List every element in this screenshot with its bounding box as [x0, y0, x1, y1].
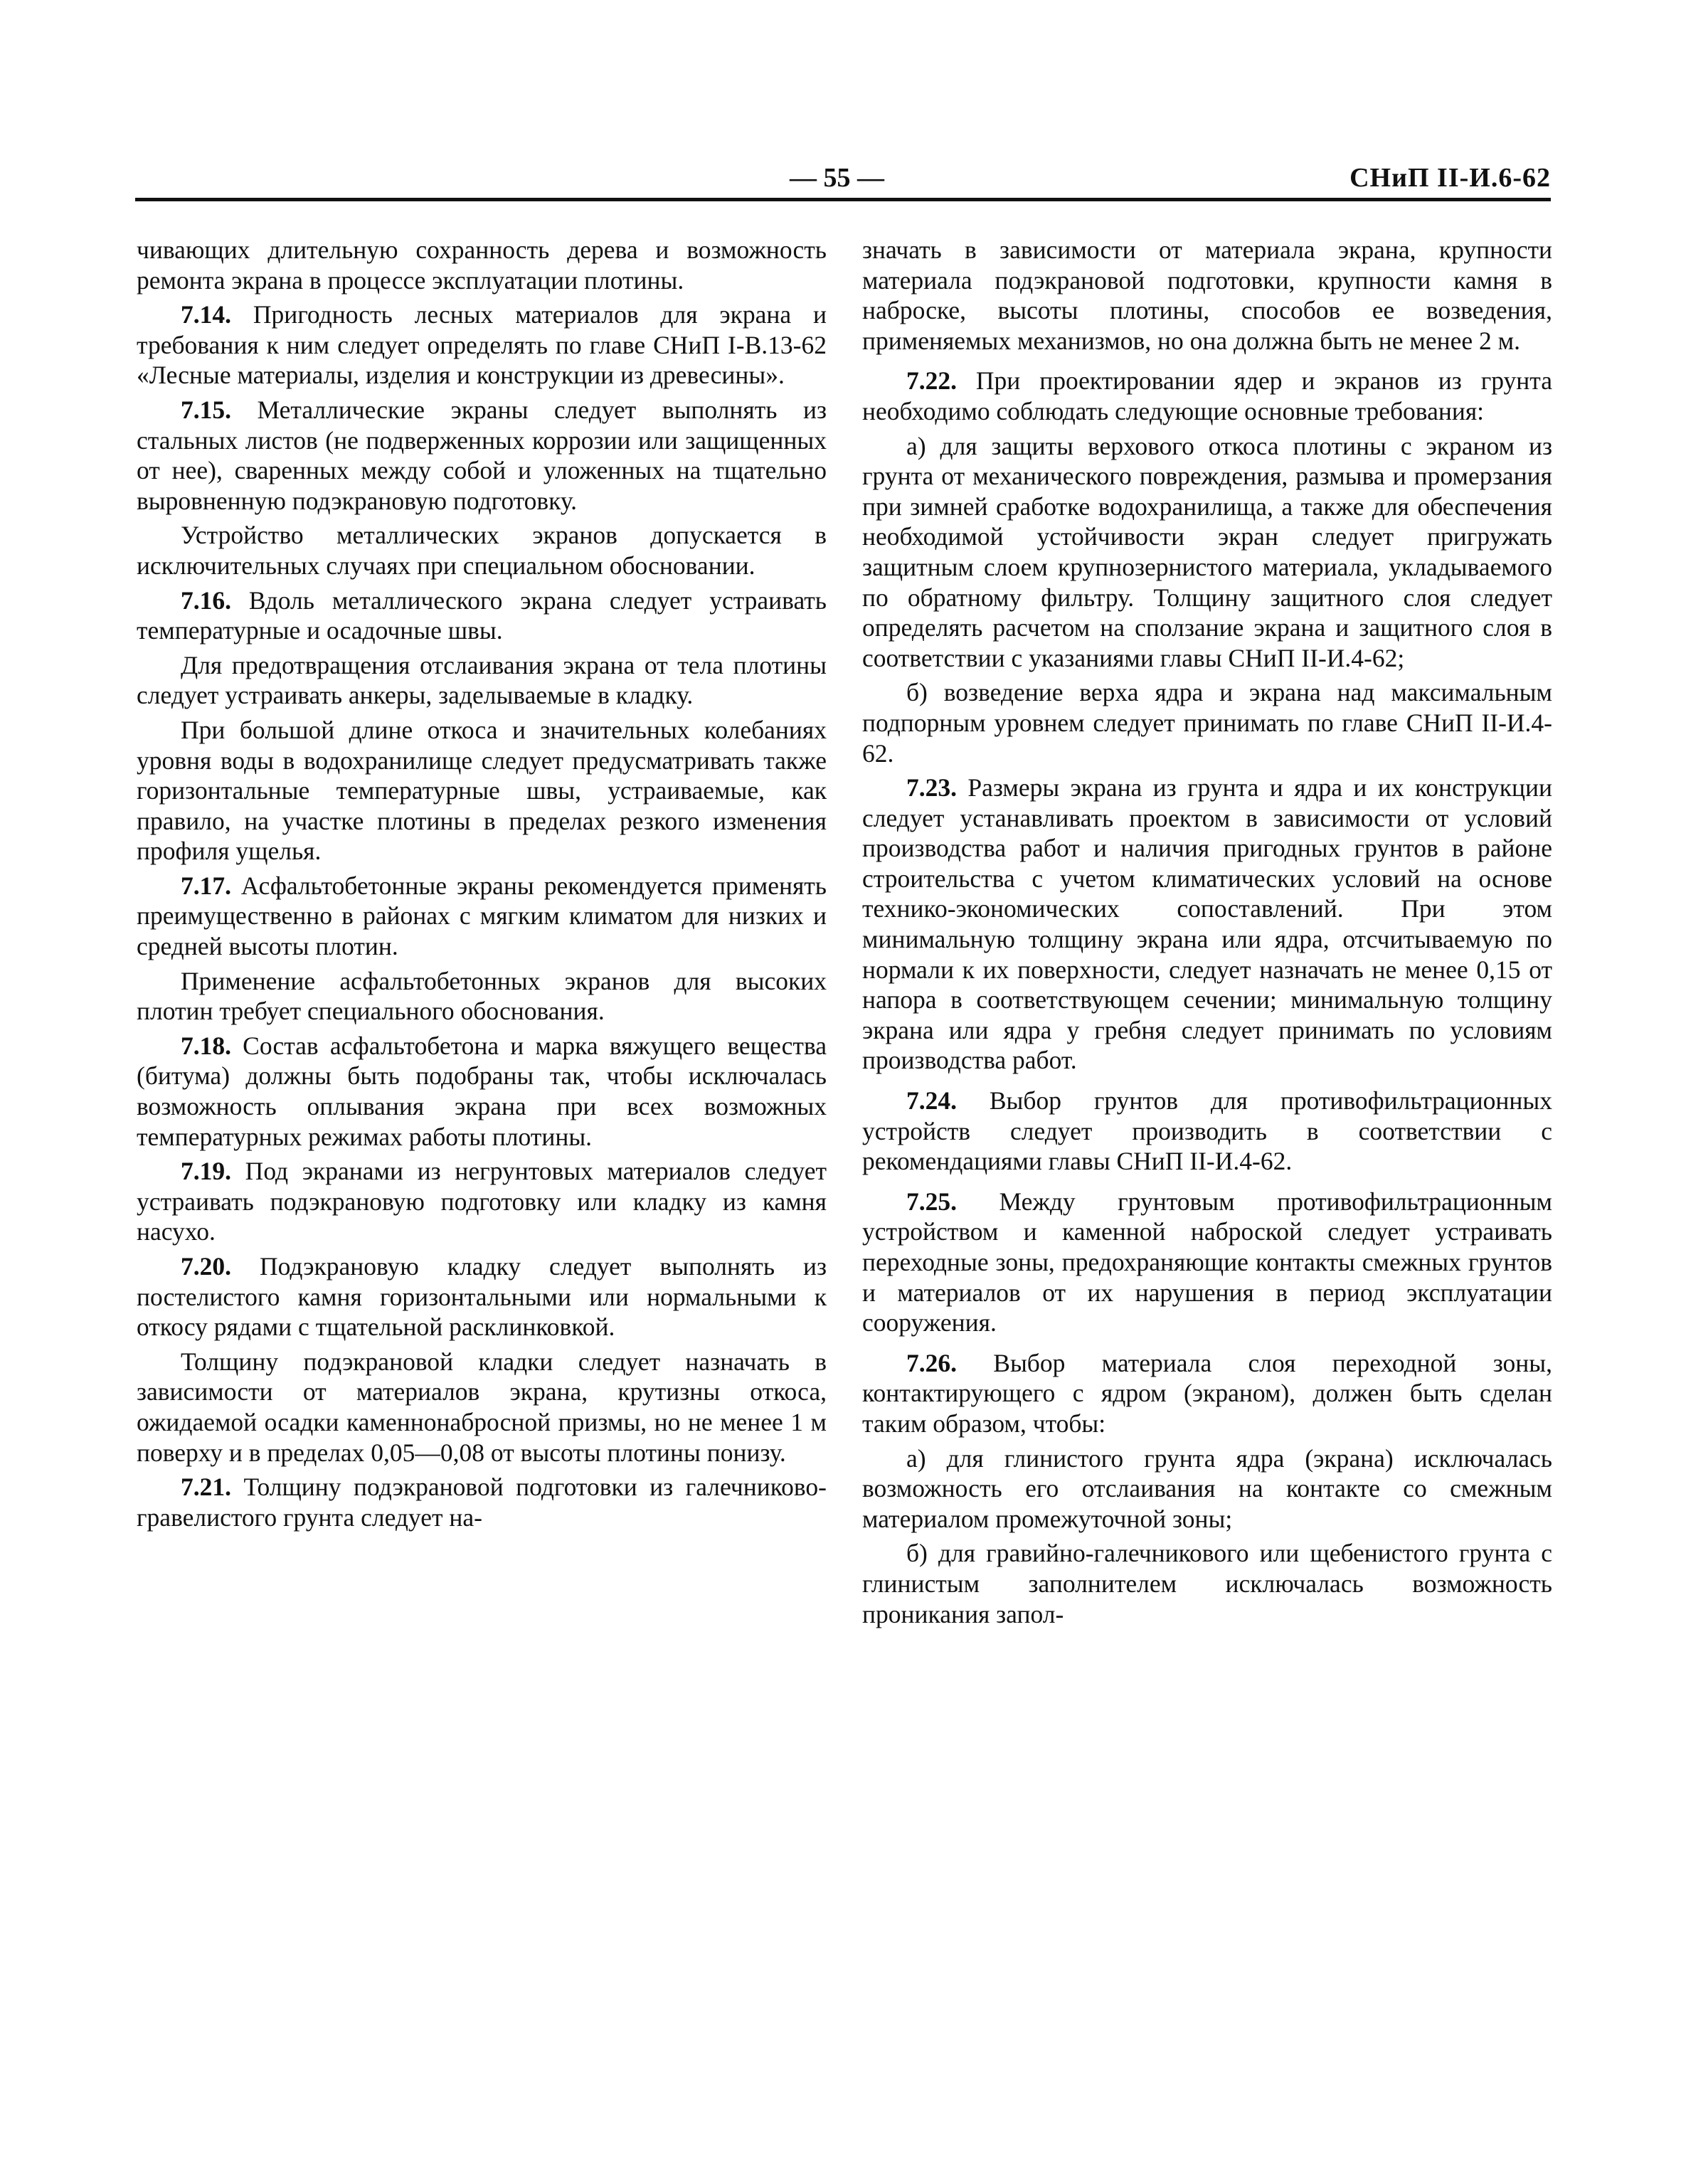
clause-number: 7.24. — [906, 1086, 957, 1115]
right-column — [862, 235, 1552, 1633]
paragraph: Устройство металлических экранов допускается в исключительных случаях при специальном обосновании. — [137, 521, 827, 580]
clause-7-17: 7.17. Асфальтобетонные экраны рекомендуется применять преимущественно в районах с мягким климатом для низких и средней высоты плотин. — [137, 871, 827, 961]
clause-7-16: 7.16. Вдоль металлического экрана следует устраивать температурные и осадочные швы. — [137, 585, 827, 645]
paragraph: Для предотвращения отслаивания экрана от тела плотины следует устраивать анкеры, заделываемые в кладку. — [137, 650, 827, 710]
left-column — [137, 235, 827, 1537]
clause-7-15: 7.15. Металлические экраны следует выполнять из стальных листов (не подверженных коррозии или защищенных от нее), сваренных между собой и уложенных на тщательно выровненную подэкрановую подготовку. — [137, 395, 827, 515]
paragraph: б) для гравийно-галечникового или щебенистого грунта с глинистым заполнителем исключалась возможность проникания запол- — [862, 1539, 1552, 1628]
clause-7-24: 7.24. Выбор грунтов для противофильтрационных устройств следует производить в соответствии с рекомендациями главы СНиП II-И.4-62. — [862, 1086, 1552, 1176]
clause-number: 7.22. — [906, 366, 957, 396]
clause-number: 7.19. — [181, 1157, 231, 1186]
paragraph: а) для глинистого грунта ядра (экрана) исключалась возможность его отслаивания на контакте со смежным материалом промежуточной зоны; — [862, 1443, 1552, 1533]
document-code: СНиП II-И.6-62 — [1349, 163, 1551, 193]
clause-number: 7.15. — [181, 395, 231, 424]
clause-number: 7.18. — [181, 1031, 231, 1060]
paragraph: б) возведение верха ядра и экрана над максимальным подпорным уровнем следует принимать по главе СНиП II-И.4-62. — [862, 678, 1552, 768]
clause-number: 7.25. — [906, 1187, 957, 1216]
page-number: — 55 — — [790, 163, 884, 193]
clause-number: 7.14. — [181, 300, 231, 329]
clause-7-26: 7.26. Выбор материала слоя переходной зоны, контактирующего с ядром (экраном), должен быть сделан таким образом, чтобы: — [862, 1348, 1552, 1438]
clause-number: 7.21. — [181, 1473, 231, 1502]
clause-7-18: 7.18. Состав асфальтобетона и марка вяжущего вещества (битума) должны быть подобраны так, чтобы исключалась возможность оплывания экрана при всех возможных температурных режимах работы плотины. — [137, 1031, 827, 1151]
header-rule — [135, 198, 1551, 201]
paragraph: значать в зависимости от материала экрана, крупности материала подэкрановой подготовки, крупности камня в наброске, высоты плотины, способов ее возведения, применяемых механизмов, но она должна быть не менее 2 м. — [862, 235, 1552, 355]
clause-number: 7.16. — [181, 585, 231, 615]
paragraph: При большой длине откоса и значительных колебаниях уровня воды в водохранилище следует предусматривать также горизонтальные температурные швы, устраиваемые, как правило, на участке плотины в пределах резкого изменения профиля ущелья. — [137, 715, 827, 866]
clause-7-22: 7.22. При проектировании ядер и экранов из грунта необходимо соблюдать следующие основные требования: — [862, 366, 1552, 425]
clause-7-20: 7.20. Подэкрановую кладку следует выполнять из постелистого камня горизонтальными или нормальными к откосу рядами с тщательной расклинковкой. — [137, 1252, 827, 1342]
clause-number: 7.26. — [906, 1348, 957, 1377]
clause-number: 7.20. — [181, 1252, 231, 1281]
clause-number: 7.23. — [906, 773, 957, 802]
clause-7-25: 7.25. Между грунтовым противофильтрационным устройством и каменной наброской следует устраивать переходные зоны, предохраняющие контакты смежных грунтов и материалов от их нарушения в период эксплуатации сооружения. — [862, 1187, 1552, 1337]
clause-7-14: 7.14. Пригодность лесных материалов для экрана и требования к ним следует определять по главе СНиП I-В.13-62 «Лесные материалы, изделия и конструкции из древесины». — [137, 300, 827, 390]
paragraph: Применение асфальтобетонных экранов для высоких плотин требует специального обоснования. — [137, 966, 827, 1026]
paragraph: Толщину подэкрановой кладки следует назначать в зависимости от материалов экрана, крутизны откоса, ожидаемой осадки каменнонабросной призмы, но не менее 1 м поверху и в пределах 0,05—0,08 от высоты плотины понизу. — [137, 1347, 827, 1467]
paragraph: чивающих длительную сохранность дерева и возможность ремонта экрана в процессе эксплуатации плотины. — [137, 235, 827, 295]
clause-number: 7.17. — [181, 871, 231, 900]
clause-7-19: 7.19. Под экранами из негрунтовых материалов следует устраивать подэкрановую подготовку или кладку из камня насухо. — [137, 1157, 827, 1246]
paragraph: а) для защиты верхового откоса плотины с экраном из грунта от механического повреждения, размыва и промерзания при зимней сработке водохранилища, а также для обеспечения необходимой устойчивости экран следует пригружать защитным слоем крупнозернистого материала, укладываемого по обратному фильтру. Толщину защитного слоя следует определять расчетом на сползание экрана и защитного слоя в соответствии с указаниями главы СНиП II-И.4-62; — [862, 431, 1552, 672]
clause-7-23: 7.23. Размеры экрана из грунта и ядра и их конструкции следует устанавливать проектом в зависимости от условий производства работ и наличия пригодных грунтов в районе строительства с учетом климатических условий на основе технико-экономических сопоставлений. При этом минимальную толщину экрана или ядра, отсчитываемую по нормали к их поверхности, следует назначать не менее 0,15 от напора в соответствующем сечении; минимальную толщину экрана или ядра у гребня следует принимать по условиям производства работ. — [862, 773, 1552, 1075]
clause-7-21: 7.21. Толщину подэкрановой подготовки из галечниково-гравелистого грунта следует на- — [137, 1473, 827, 1532]
